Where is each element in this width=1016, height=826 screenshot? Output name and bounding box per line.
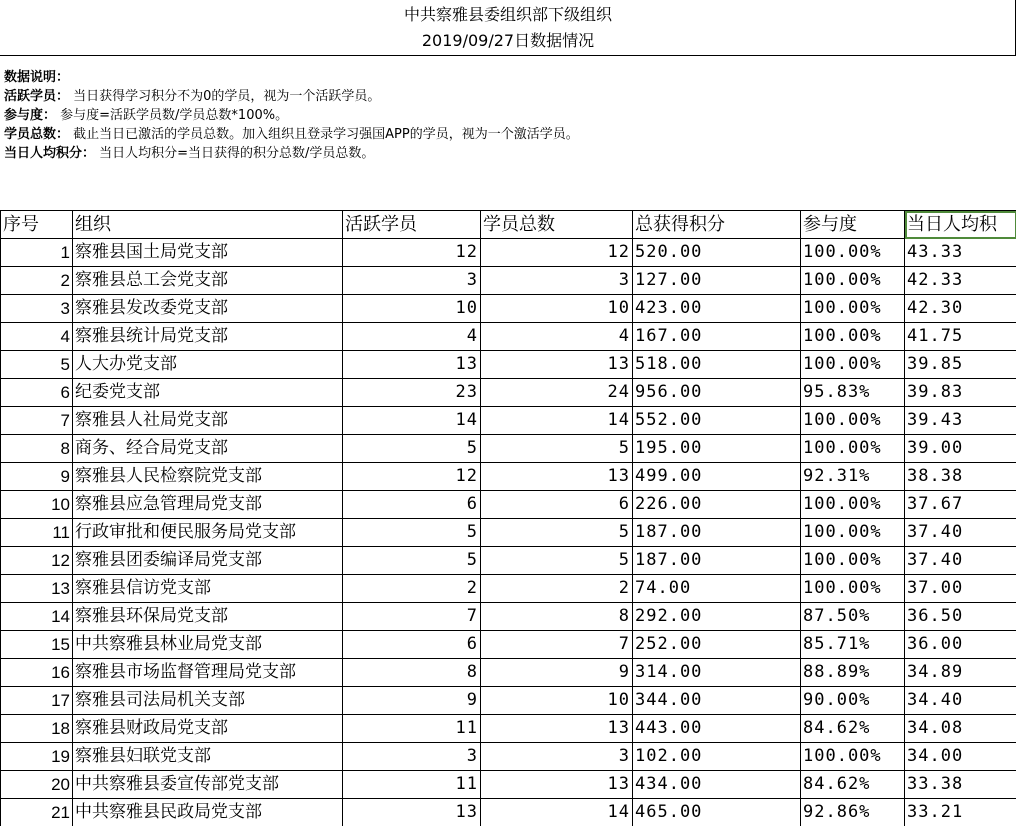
cell-seq[interactable]: 13 bbox=[1, 575, 73, 603]
cell-seq[interactable]: 18 bbox=[1, 715, 73, 743]
cell-total[interactable]: 5 bbox=[481, 435, 633, 463]
cell-seq[interactable]: 2 bbox=[1, 267, 73, 295]
table-header-row bbox=[1, 211, 1016, 239]
cell-total[interactable]: 13 bbox=[481, 771, 633, 799]
cell-total[interactable]: 13 bbox=[481, 715, 633, 743]
cell-points[interactable]: 314.00 bbox=[633, 659, 801, 687]
cell-org[interactable]: 中共察雅县民政局党支部 bbox=[73, 799, 343, 826]
cell-active[interactable]: 12 bbox=[343, 463, 481, 491]
cell-rate[interactable]: 100.00% bbox=[801, 407, 905, 435]
cell-points[interactable]: 552.00 bbox=[633, 407, 801, 435]
note-label-average: 当日人均积分： bbox=[4, 146, 96, 161]
header-average-selected[interactable]: 当日人均积 bbox=[905, 211, 1016, 239]
cell-rate[interactable]: 84.62% bbox=[801, 715, 905, 743]
cell-org[interactable]: 察雅县财政局党支部 bbox=[73, 715, 343, 743]
title-block bbox=[0, 0, 1016, 56]
note-line-active bbox=[4, 87, 1004, 106]
cell-total[interactable]: 14 bbox=[481, 407, 633, 435]
cell-seq[interactable]: 14 bbox=[1, 603, 73, 631]
cell-org[interactable]: 察雅县国土局党支部 bbox=[73, 239, 343, 267]
note-text-average: 当日人均积分=当日获得的积分总数/学员总数。 bbox=[99, 146, 375, 161]
cell-org[interactable]: 中共察雅县林业局党支部 bbox=[73, 631, 343, 659]
cell-seq[interactable]: 3 bbox=[1, 295, 73, 323]
cell-points[interactable]: 443.00 bbox=[633, 715, 801, 743]
cell-active[interactable]: 3 bbox=[343, 267, 481, 295]
table-row bbox=[1, 575, 1016, 603]
cell-active[interactable]: 3 bbox=[343, 743, 481, 771]
cell-org[interactable]: 察雅县统计局党支部 bbox=[73, 323, 343, 351]
note-text-active: 当日获得学习积分不为0的学员，视为一个活跃学员。 bbox=[73, 89, 381, 104]
note-label-active: 活跃学员： bbox=[4, 89, 70, 104]
cell-total[interactable]: 13 bbox=[481, 463, 633, 491]
cell-active[interactable]: 7 bbox=[343, 603, 481, 631]
cell-total[interactable]: 3 bbox=[481, 267, 633, 295]
cell-average[interactable]: 39.85 bbox=[905, 351, 1016, 379]
cell-rate[interactable]: 100.00% bbox=[801, 323, 905, 351]
cell-seq[interactable]: 6 bbox=[1, 379, 73, 407]
cell-seq[interactable]: 10 bbox=[1, 491, 73, 519]
cell-rate[interactable]: 100.00% bbox=[801, 435, 905, 463]
table-row bbox=[1, 659, 1016, 687]
table-row bbox=[1, 519, 1016, 547]
cell-active[interactable]: 12 bbox=[343, 239, 481, 267]
cell-active[interactable]: 2 bbox=[343, 575, 481, 603]
cell-rate[interactable]: 100.00% bbox=[801, 351, 905, 379]
cell-points[interactable]: 434.00 bbox=[633, 771, 801, 799]
table-row bbox=[1, 379, 1016, 407]
statistics-table bbox=[0, 210, 1016, 826]
cell-total[interactable]: 8 bbox=[481, 603, 633, 631]
cell-active[interactable]: 13 bbox=[343, 799, 481, 826]
cell-seq[interactable]: 17 bbox=[1, 687, 73, 715]
cell-org[interactable]: 察雅县信访党支部 bbox=[73, 575, 343, 603]
cell-total[interactable]: 12 bbox=[481, 239, 633, 267]
note-text-participation: 参与度=活跃学员数/学员总数*100%。 bbox=[60, 108, 289, 123]
note-label-total: 学员总数： bbox=[4, 127, 70, 142]
cell-total[interactable]: 14 bbox=[481, 799, 633, 826]
cell-points[interactable]: 344.00 bbox=[633, 687, 801, 715]
cell-average[interactable]: 34.40 bbox=[905, 687, 1016, 715]
cell-org[interactable]: 察雅县司法局机关支部 bbox=[73, 687, 343, 715]
cell-points[interactable]: 187.00 bbox=[633, 547, 801, 575]
notes-heading: 数据说明： bbox=[4, 70, 70, 85]
note-line-participation bbox=[4, 106, 1004, 125]
header-rate[interactable]: 参与度 bbox=[801, 211, 905, 239]
cell-seq[interactable]: 9 bbox=[1, 463, 73, 491]
cell-rate[interactable]: 100.00% bbox=[801, 239, 905, 267]
cell-seq[interactable]: 11 bbox=[1, 519, 73, 547]
cell-rate[interactable]: 92.31% bbox=[801, 463, 905, 491]
cell-active[interactable]: 14 bbox=[343, 407, 481, 435]
cell-seq[interactable]: 8 bbox=[1, 435, 73, 463]
cell-points[interactable]: 74.00 bbox=[633, 575, 801, 603]
cell-active[interactable]: 10 bbox=[343, 295, 481, 323]
table-body bbox=[1, 239, 1016, 826]
cell-org[interactable]: 人大办党支部 bbox=[73, 351, 343, 379]
table-row bbox=[1, 799, 1016, 826]
cell-org[interactable]: 商务、经合局党支部 bbox=[73, 435, 343, 463]
cell-total[interactable]: 6 bbox=[481, 491, 633, 519]
cell-average[interactable]: 34.08 bbox=[905, 715, 1016, 743]
table-row bbox=[1, 631, 1016, 659]
cell-rate[interactable]: 100.00% bbox=[801, 519, 905, 547]
cell-average[interactable]: 34.89 bbox=[905, 659, 1016, 687]
cell-average[interactable]: 38.38 bbox=[905, 463, 1016, 491]
header-org[interactable]: 组织 bbox=[73, 211, 343, 239]
cell-total[interactable]: 10 bbox=[481, 687, 633, 715]
cell-total[interactable]: 7 bbox=[481, 631, 633, 659]
cell-org[interactable]: 察雅县人民检察院党支部 bbox=[73, 463, 343, 491]
cell-seq[interactable]: 4 bbox=[1, 323, 73, 351]
cell-total[interactable]: 4 bbox=[481, 323, 633, 351]
table-row bbox=[1, 715, 1016, 743]
cell-rate[interactable]: 100.00% bbox=[801, 575, 905, 603]
cell-seq[interactable]: 15 bbox=[1, 631, 73, 659]
cell-average[interactable]: 37.40 bbox=[905, 547, 1016, 575]
cell-average[interactable]: 33.21 bbox=[905, 799, 1016, 826]
cell-rate[interactable]: 88.89% bbox=[801, 659, 905, 687]
header-active[interactable]: 活跃学员 bbox=[343, 211, 481, 239]
cell-points[interactable]: 956.00 bbox=[633, 379, 801, 407]
cell-average[interactable]: 39.83 bbox=[905, 379, 1016, 407]
table-row bbox=[1, 603, 1016, 631]
header-points[interactable]: 总获得积分 bbox=[633, 211, 801, 239]
table-row bbox=[1, 295, 1016, 323]
cell-org[interactable]: 察雅县发改委党支部 bbox=[73, 295, 343, 323]
cell-points[interactable]: 423.00 bbox=[633, 295, 801, 323]
cell-points[interactable]: 518.00 bbox=[633, 351, 801, 379]
cell-seq[interactable]: 5 bbox=[1, 351, 73, 379]
cell-org[interactable]: 中共察雅县委宣传部党支部 bbox=[73, 771, 343, 799]
note-text-total: 截止当日已激活的学员总数。加入组织且登录学习强国APP的学员，视为一个激活学员。 bbox=[73, 127, 579, 142]
cell-total[interactable]: 10 bbox=[481, 295, 633, 323]
table-row bbox=[1, 463, 1016, 491]
cell-seq[interactable]: 19 bbox=[1, 743, 73, 771]
cell-points[interactable]: 520.00 bbox=[633, 239, 801, 267]
cell-org[interactable]: 察雅县环保局党支部 bbox=[73, 603, 343, 631]
cell-rate[interactable]: 100.00% bbox=[801, 295, 905, 323]
cell-org[interactable]: 行政审批和便民服务局党支部 bbox=[73, 519, 343, 547]
cell-average[interactable]: 42.33 bbox=[905, 267, 1016, 295]
cell-average[interactable]: 37.67 bbox=[905, 491, 1016, 519]
page-title: 中共察雅县委组织部下级组织 bbox=[403, 5, 612, 24]
cell-active[interactable]: 23 bbox=[343, 379, 481, 407]
table-row bbox=[1, 743, 1016, 771]
cell-active[interactable]: 8 bbox=[343, 659, 481, 687]
cell-average[interactable]: 39.43 bbox=[905, 407, 1016, 435]
cell-active[interactable]: 5 bbox=[343, 435, 481, 463]
cell-seq[interactable]: 21 bbox=[1, 799, 73, 826]
cell-average[interactable]: 37.40 bbox=[905, 519, 1016, 547]
cell-seq[interactable]: 16 bbox=[1, 659, 73, 687]
cell-org[interactable]: 察雅县总工会党支部 bbox=[73, 267, 343, 295]
cell-rate[interactable]: 100.00% bbox=[801, 743, 905, 771]
cell-rate[interactable]: 95.83% bbox=[801, 379, 905, 407]
table-row bbox=[1, 771, 1016, 799]
table-row bbox=[1, 267, 1016, 295]
cell-average[interactable]: 36.50 bbox=[905, 603, 1016, 631]
cell-rate[interactable]: 85.71% bbox=[801, 631, 905, 659]
cell-org[interactable]: 察雅县妇联党支部 bbox=[73, 743, 343, 771]
cell-points[interactable]: 195.00 bbox=[633, 435, 801, 463]
cell-total[interactable]: 3 bbox=[481, 743, 633, 771]
cell-points[interactable]: 102.00 bbox=[633, 743, 801, 771]
header-total[interactable]: 学员总数 bbox=[481, 211, 633, 239]
cell-points[interactable]: 292.00 bbox=[633, 603, 801, 631]
cell-average[interactable]: 39.00 bbox=[905, 435, 1016, 463]
data-notes bbox=[4, 68, 1004, 163]
table-row bbox=[1, 547, 1016, 575]
cell-rate[interactable]: 100.00% bbox=[801, 267, 905, 295]
cell-rate[interactable]: 100.00% bbox=[801, 547, 905, 575]
cell-total[interactable]: 5 bbox=[481, 519, 633, 547]
cell-points[interactable]: 187.00 bbox=[633, 519, 801, 547]
note-line-total bbox=[4, 125, 1004, 144]
table-row bbox=[1, 491, 1016, 519]
cell-active[interactable]: 4 bbox=[343, 323, 481, 351]
cell-average[interactable]: 33.38 bbox=[905, 771, 1016, 799]
cell-seq[interactable]: 7 bbox=[1, 407, 73, 435]
cell-average[interactable]: 41.75 bbox=[905, 323, 1016, 351]
cell-rate[interactable]: 90.00% bbox=[801, 687, 905, 715]
cell-active[interactable]: 11 bbox=[343, 771, 481, 799]
cell-rate[interactable]: 100.00% bbox=[801, 491, 905, 519]
cell-seq[interactable]: 1 bbox=[1, 239, 73, 267]
cell-average[interactable]: 36.00 bbox=[905, 631, 1016, 659]
cell-rate[interactable]: 84.62% bbox=[801, 771, 905, 799]
cell-active[interactable]: 5 bbox=[343, 547, 481, 575]
cell-active[interactable]: 13 bbox=[343, 351, 481, 379]
cell-average[interactable]: 42.30 bbox=[905, 295, 1016, 323]
table-row bbox=[1, 351, 1016, 379]
cell-points[interactable]: 167.00 bbox=[633, 323, 801, 351]
cell-rate[interactable]: 87.50% bbox=[801, 603, 905, 631]
table-row bbox=[1, 687, 1016, 715]
note-line-average bbox=[4, 144, 1004, 163]
cell-total[interactable]: 2 bbox=[481, 575, 633, 603]
cell-seq[interactable]: 20 bbox=[1, 771, 73, 799]
cell-active[interactable]: 6 bbox=[343, 491, 481, 519]
cell-org[interactable]: 纪委党支部 bbox=[73, 379, 343, 407]
header-seq[interactable]: 序号 bbox=[1, 211, 73, 239]
cell-points[interactable]: 499.00 bbox=[633, 463, 801, 491]
cell-rate[interactable]: 92.86% bbox=[801, 799, 905, 826]
cell-org[interactable]: 察雅县人社局党支部 bbox=[73, 407, 343, 435]
cell-total[interactable]: 5 bbox=[481, 547, 633, 575]
cell-average[interactable]: 43.33 bbox=[905, 239, 1016, 267]
cell-org[interactable]: 察雅县市场监督管理局党支部 bbox=[73, 659, 343, 687]
cell-seq[interactable]: 12 bbox=[1, 547, 73, 575]
table-row bbox=[1, 407, 1016, 435]
table-row bbox=[1, 239, 1016, 267]
table-row bbox=[1, 323, 1016, 351]
cell-org[interactable]: 察雅县应急管理局党支部 bbox=[73, 491, 343, 519]
cell-total[interactable]: 9 bbox=[481, 659, 633, 687]
cell-points[interactable]: 226.00 bbox=[633, 491, 801, 519]
cell-active[interactable]: 6 bbox=[343, 631, 481, 659]
cell-points[interactable]: 127.00 bbox=[633, 267, 801, 295]
cell-org[interactable]: 察雅县团委编译局党支部 bbox=[73, 547, 343, 575]
cell-active[interactable]: 11 bbox=[343, 715, 481, 743]
cell-total[interactable]: 13 bbox=[481, 351, 633, 379]
cell-average[interactable]: 37.00 bbox=[905, 575, 1016, 603]
cell-total[interactable]: 24 bbox=[481, 379, 633, 407]
report-date-title: 2019/09/27日数据情况 bbox=[421, 31, 595, 50]
cell-points[interactable]: 252.00 bbox=[633, 631, 801, 659]
table-row bbox=[1, 435, 1016, 463]
cell-points[interactable]: 465.00 bbox=[633, 799, 801, 826]
cell-active[interactable]: 9 bbox=[343, 687, 481, 715]
note-label-participation: 参与度： bbox=[4, 108, 57, 123]
cell-active[interactable]: 5 bbox=[343, 519, 481, 547]
cell-average[interactable]: 34.00 bbox=[905, 743, 1016, 771]
